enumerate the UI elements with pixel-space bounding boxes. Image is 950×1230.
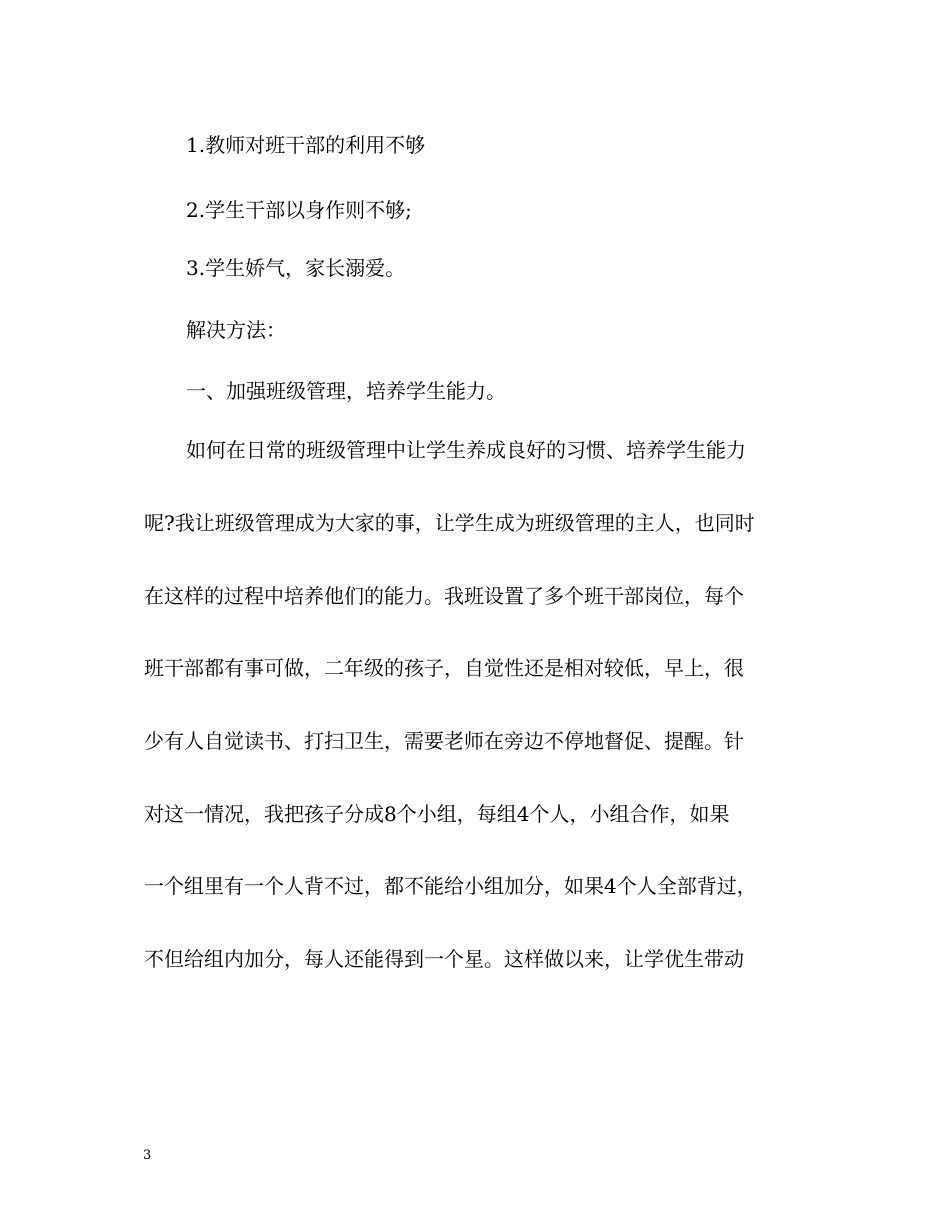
list-item-2: 2.学生干部以身作则不够;	[186, 198, 412, 222]
paragraph-line-3: 在这样的过程中培养他们的能力。我班设置了多个班干部岗位，每个	[144, 584, 744, 608]
paragraph-line-8: 不但给组内加分，每人还能得到一个星。这样做以来，让学优生带动	[144, 947, 744, 971]
paragraph-line-5: 少有人自觉读书、打扫卫生，需要老师在旁边不停地督促、提醒。针	[144, 729, 744, 753]
paragraph-line-2: 呢?我让班级管理成为大家的事，让学生成为班级管理的主人，也同时	[144, 511, 755, 535]
list-item-3: 3.学生娇气，家长溺爱。	[186, 256, 406, 280]
list-item-1: 1.教师对班干部的利用不够	[186, 133, 426, 157]
paragraph-line-4: 班干部都有事可做，二年级的孩子，自觉性还是相对较低，早上，很	[144, 656, 744, 680]
paragraph-line-7: 一个组里有一个人背不过，都不能给小组加分，如果4个人全部背过，	[144, 874, 757, 898]
solution-heading: 解决方法：	[186, 318, 286, 342]
page-number: 3	[143, 1148, 152, 1163]
paragraph-line-6: 对这一情况，我把孩子分成8个小组，每组4个人，小组合作，如果	[144, 802, 730, 826]
paragraph-line-1: 如何在日常的班级管理中让学生养成良好的习惯、培养学生能力	[186, 438, 746, 462]
section-heading: 一、加强班级管理，培养学生能力。	[186, 379, 506, 403]
